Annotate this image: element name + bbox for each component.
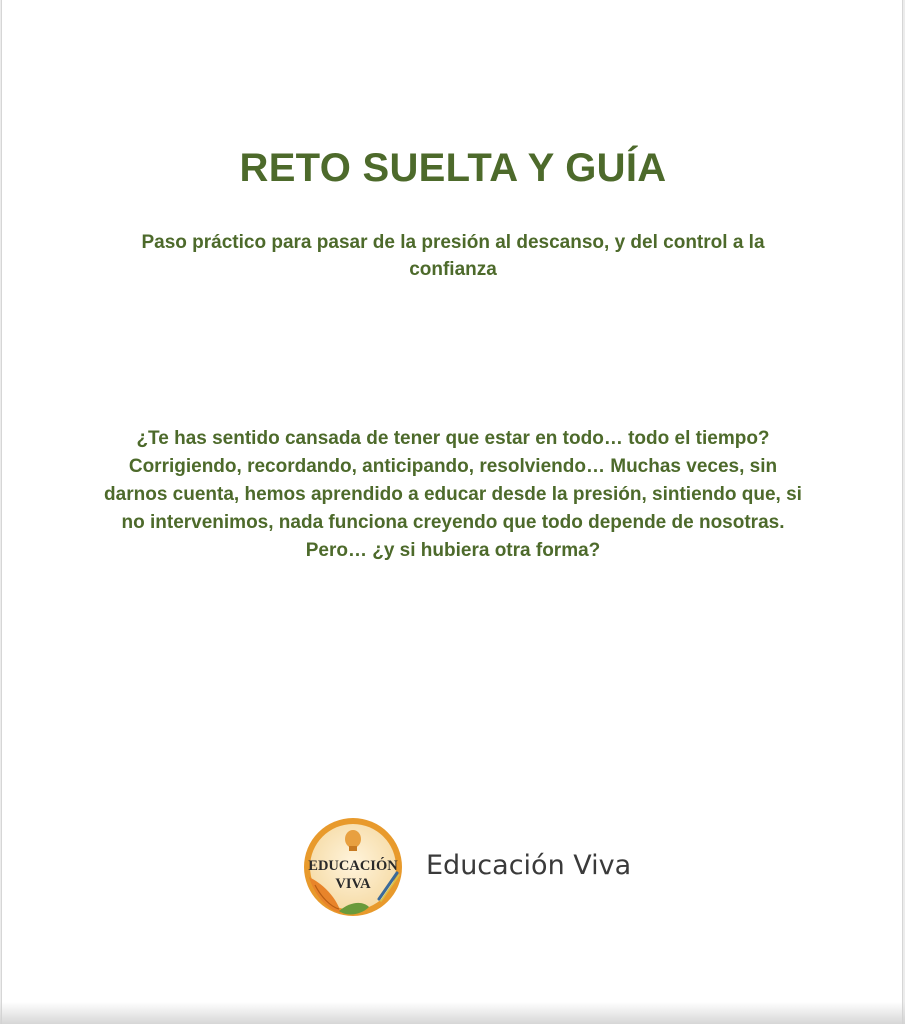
- document-title: RETO SUELTA Y GUÍA: [239, 146, 667, 190]
- educacion-viva-logo-icon: [301, 815, 405, 919]
- document-page: [1, 0, 903, 1024]
- intro-paragraph: ¿Te has sentido cansada de tener que estar en todo… todo el tiempo? Corrigiendo, recordando, anticipando, resolviendo… Muchas veces, sin darnos cuenta, hemos aprendido a educar desde la presión, sintiendo que, si no intervenimos, nada funciona creyendo que todo depende de nosotras. Pero… ¿y si hubiera otra forma?: [104, 428, 802, 561]
- page-bottom-shadow: [0, 1002, 905, 1024]
- logo-text-line1: EDUCACIÓN: [308, 858, 398, 874]
- brand-footer: [301, 815, 641, 919]
- logo-text-line2: VIVA: [335, 876, 371, 892]
- brand-name: Educación Viva: [426, 850, 632, 881]
- document-subtitle: Paso práctico para pasar de la presión al descanso, y del control a la confianza: [141, 232, 765, 280]
